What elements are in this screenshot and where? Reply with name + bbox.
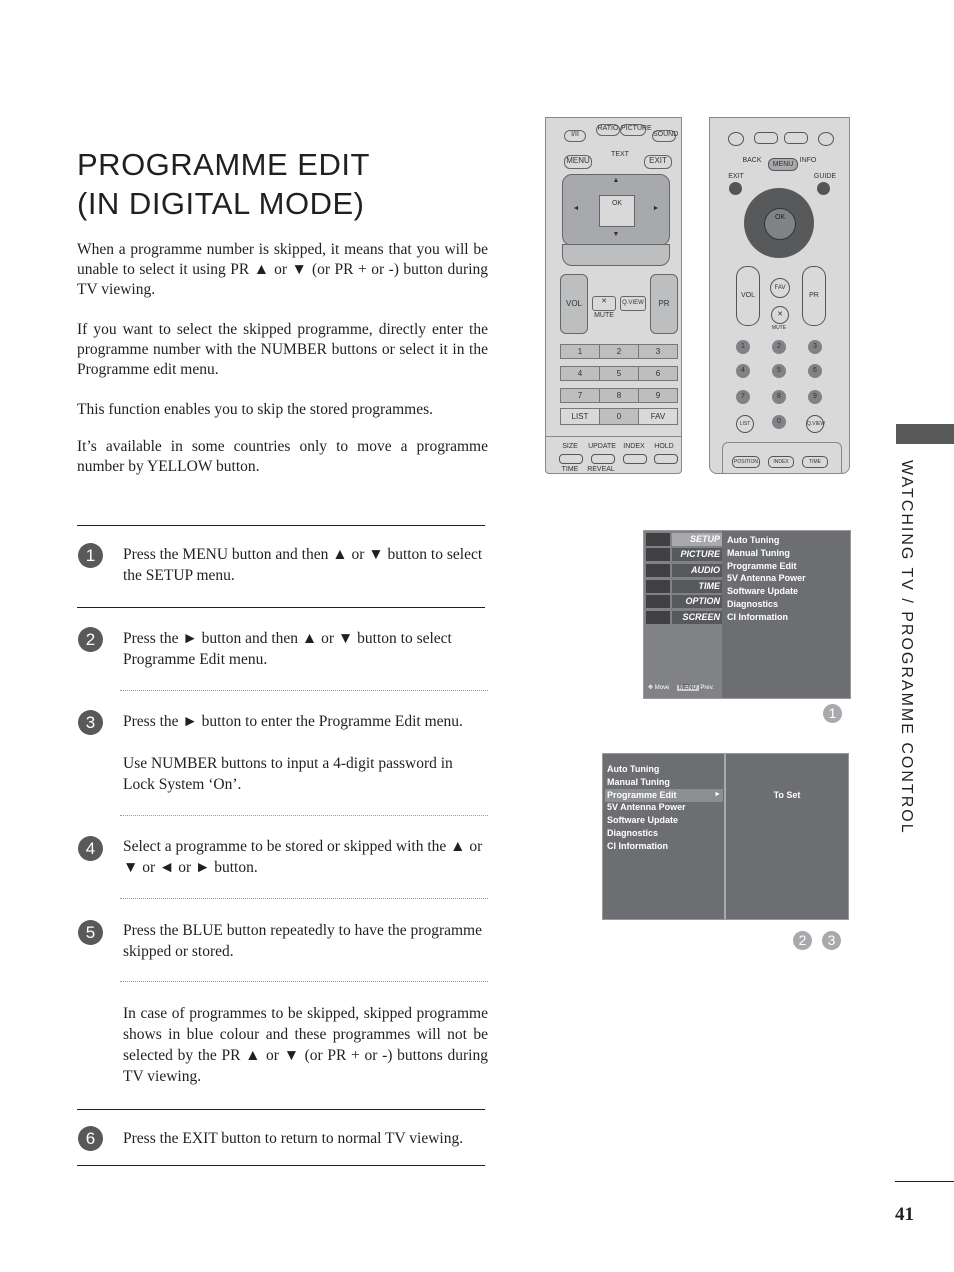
step-text: Press the BLUE button repeatedly to have the programme skipped or stored. <box>123 922 482 960</box>
step-text: Press the EXIT button to return to normal TV viewing. <box>123 1130 464 1147</box>
number-button[interactable]: 6 <box>638 366 678 381</box>
audio-icon <box>646 564 670 577</box>
time-icon <box>646 580 670 593</box>
pr-label: PR <box>658 299 670 308</box>
right-arrow-icon: ► <box>714 790 721 798</box>
menu-item-picture[interactable]: PICTURE <box>672 548 722 561</box>
time-button[interactable]: TIME <box>802 456 828 468</box>
vol-label: VOL <box>565 299 582 308</box>
i-ii-button[interactable]: I/II <box>564 130 586 142</box>
submenu-item[interactable]: Software Update <box>607 815 679 826</box>
intro-text <box>77 240 488 497</box>
submenu-item[interactable]: 5V Antenna Power <box>607 802 686 813</box>
intro-paragraph: It’s available in some countries only to move a programme number by YELLOW button. <box>77 438 488 475</box>
submenu-item[interactable]: Manual Tuning <box>607 776 670 787</box>
setup-submenu <box>727 534 806 624</box>
number-button[interactable]: 2 <box>599 344 639 359</box>
update-button[interactable] <box>591 454 615 464</box>
text-button[interactable]: TEXT <box>611 151 629 158</box>
number-button[interactable]: 8 <box>599 388 639 403</box>
divider <box>77 525 485 526</box>
number-button[interactable]: 9 <box>638 388 678 403</box>
divider <box>77 607 485 608</box>
intro-paragraph: This function enables you to skip the stored programmes. <box>77 401 434 418</box>
menu-category-panel <box>644 531 722 698</box>
number-button[interactable]: 0 <box>599 408 639 425</box>
pr-rocker[interactable] <box>802 266 826 326</box>
ff-button[interactable] <box>784 132 808 144</box>
remote-control-1 <box>545 117 682 474</box>
step-number: 3 <box>78 710 103 735</box>
figure-badge: 1 <box>823 704 842 723</box>
setup-list <box>607 763 721 853</box>
number-button[interactable]: 1 <box>560 344 600 359</box>
up-arrow-icon[interactable]: ▲ <box>612 177 620 184</box>
divider <box>77 1165 485 1166</box>
submenu-item[interactable]: Manual Tuning <box>727 547 790 558</box>
submenu-item[interactable] <box>607 789 721 802</box>
rew-button[interactable] <box>754 132 778 144</box>
intro-paragraph: When a programme number is skipped, it means that you will be unable to select it using PR ▲ or ▼ (or PR + or -) button during TV viewing. <box>77 241 488 298</box>
step-number: 6 <box>78 1126 103 1151</box>
step-text: Press the ► button and then ▲ or ▼ button to select Programme Edit menu. <box>123 630 452 668</box>
fav-button[interactable]: FAV <box>770 278 790 298</box>
number-button[interactable]: 6 <box>808 364 822 378</box>
setup-list-panel <box>603 754 726 919</box>
exit-button[interactable] <box>729 182 742 195</box>
step-text: Press the MENU button and then ▲ or ▼ button to select the SETUP menu. <box>123 546 483 584</box>
submenu-item-label: Programme Edit <box>607 789 677 800</box>
vol-rocker[interactable] <box>560 274 588 334</box>
left-arrow-icon[interactable]: ◄ <box>572 205 580 212</box>
reveal-label: REVEAL <box>587 466 615 473</box>
menu-button[interactable]: MENU <box>768 158 798 171</box>
index-button[interactable]: INDEX <box>768 456 794 468</box>
sound-button[interactable]: SOUND <box>652 130 676 142</box>
screen-icon <box>646 611 670 624</box>
page-title <box>77 145 370 223</box>
position-button[interactable]: POSITION <box>732 456 760 468</box>
step-number: 4 <box>78 836 103 861</box>
update-label: UPDATE <box>588 443 616 450</box>
submenu-item[interactable]: Diagnostics <box>607 827 659 838</box>
size-button[interactable] <box>559 454 583 464</box>
divider <box>120 690 488 691</box>
hold-label: HOLD <box>654 443 674 450</box>
right-arrow-icon[interactable]: ► <box>652 205 660 212</box>
step-note: In case of programmes to be skipped, skipped programme shows in blue colour and these programmes will not be selected by the PR ▲ or ▼ (or PR + or -) buttons during TV viewing. <box>123 1005 488 1085</box>
mute-label: MUTE <box>594 312 614 319</box>
number-button[interactable]: 1 <box>736 340 750 354</box>
forward-button[interactable] <box>818 132 834 146</box>
pr-label: PR <box>809 292 819 299</box>
nav-pad[interactable] <box>562 174 670 246</box>
qview-button[interactable]: Q.VIEW <box>620 296 646 311</box>
picture-button[interactable]: PICTURE <box>620 124 646 136</box>
submenu-item[interactable]: Diagnostics <box>727 598 779 609</box>
ok-button[interactable] <box>764 208 796 240</box>
submenu-item[interactable]: Auto Tuning <box>727 535 780 545</box>
step-number: 1 <box>78 543 103 568</box>
remote-control-2 <box>709 117 850 474</box>
menu-key-label: MENU <box>679 685 697 691</box>
number-button[interactable]: 7 <box>736 390 750 404</box>
divider <box>120 815 488 816</box>
fav-button[interactable]: FAV <box>638 408 678 425</box>
back-label: BACK <box>742 157 762 164</box>
number-button[interactable]: 4 <box>736 364 750 378</box>
nav-ring[interactable] <box>744 188 814 258</box>
index-button[interactable] <box>623 454 647 464</box>
list-button[interactable]: LIST <box>560 408 600 425</box>
title-line-1: PROGRAMME EDIT <box>77 147 370 182</box>
ok-button[interactable] <box>599 195 635 227</box>
step-text: Use NUMBER buttons to input a 4-digit password in Lock System ‘On’. <box>123 755 453 793</box>
divider <box>120 898 488 899</box>
submenu-item[interactable]: Auto Tuning <box>607 764 660 774</box>
list-button[interactable]: LIST <box>736 415 754 433</box>
setup-menu-screen <box>643 530 851 699</box>
menu-item-setup[interactable]: SETUP <box>672 533 722 546</box>
section-label: WATCHING TV / PROGRAMME CONTROL <box>898 460 915 835</box>
submenu-item[interactable]: CI Information <box>607 840 668 851</box>
option-icon <box>646 595 670 608</box>
number-button[interactable]: 3 <box>808 340 822 354</box>
programme-edit-screen <box>602 753 849 920</box>
hold-button[interactable] <box>654 454 678 464</box>
mute-icon[interactable]: ✕ <box>771 306 789 324</box>
number-button[interactable]: 5 <box>599 366 639 381</box>
qview-button[interactable]: Q.VIEW <box>806 415 824 433</box>
move-label: Move <box>654 685 670 691</box>
guide-label: GUIDE <box>813 173 837 180</box>
vol-rocker[interactable] <box>736 266 760 326</box>
prev-label: Prev. <box>700 685 714 691</box>
mute-label: MUTE <box>771 325 787 331</box>
submenu-item[interactable]: CI Information <box>727 611 788 622</box>
menu-item-time[interactable]: TIME <box>672 580 722 593</box>
index-label: INDEX <box>623 443 645 450</box>
to-set-label: To Set <box>773 790 801 800</box>
divider <box>120 981 488 982</box>
color-buttons[interactable] <box>562 244 670 266</box>
step-number: 2 <box>78 627 103 652</box>
exit-button[interactable]: EXIT <box>644 155 672 169</box>
vol-label: VOL <box>740 292 755 299</box>
down-arrow-icon[interactable]: ▼ <box>612 231 620 238</box>
rewind-button[interactable] <box>728 132 744 146</box>
pr-rocker[interactable] <box>650 274 678 334</box>
number-button[interactable]: 9 <box>808 390 822 404</box>
number-button[interactable]: 4 <box>560 366 600 381</box>
number-button[interactable]: 3 <box>638 344 678 359</box>
navigation-hint <box>648 684 714 691</box>
time-label: TIME <box>561 466 579 473</box>
number-button[interactable]: 5 <box>772 364 786 378</box>
step-text: Select a programme to be stored or skipped with the ▲ or ▼ or ◄ or ► button. <box>123 838 483 876</box>
footer-rule <box>895 1181 954 1182</box>
number-button[interactable]: 2 <box>772 340 786 354</box>
submenu-item[interactable]: 5V Antenna Power <box>727 573 806 584</box>
guide-button[interactable] <box>817 182 830 195</box>
setup-icon <box>646 533 670 546</box>
mute-icon[interactable]: ✕ <box>592 296 616 311</box>
page-number: 41 <box>895 1204 914 1225</box>
intro-paragraph: If you want to select the skipped programme, directly enter the programme number with the NUMBER buttons or select it in the Programme edit menu. <box>77 321 488 378</box>
step-text: Press the ► button to enter the Programme Edit menu. <box>123 713 463 730</box>
title-line-2: (IN DIGITAL MODE) <box>77 186 365 221</box>
exit-label: EXIT <box>728 173 744 180</box>
number-button[interactable]: 0 <box>772 415 786 429</box>
menu-item-audio[interactable]: AUDIO <box>672 564 722 577</box>
section-tab <box>896 424 954 444</box>
step-number: 5 <box>78 920 103 945</box>
picture-icon <box>646 548 670 561</box>
number-pad <box>560 344 676 404</box>
size-label: SIZE <box>562 443 578 450</box>
submenu-item[interactable]: Programme Edit <box>727 560 797 571</box>
figure-badge: 2 <box>793 931 812 950</box>
menu-button[interactable]: MENU <box>564 155 592 169</box>
info-label: INFO <box>799 157 817 164</box>
submenu-item[interactable]: Software Update <box>727 586 799 597</box>
menu-item-screen[interactable]: SCREEN <box>672 611 722 624</box>
ok-label: OK <box>774 214 786 221</box>
ok-label: OK <box>611 200 623 207</box>
number-button[interactable]: 7 <box>560 388 600 403</box>
divider <box>546 436 681 437</box>
move-icon: ✥ <box>648 685 654 691</box>
figure-badge: 3 <box>822 931 841 950</box>
number-button[interactable]: 8 <box>772 390 786 404</box>
menu-item-option[interactable]: OPTION <box>672 595 722 608</box>
ratio-button[interactable]: RATIO <box>596 124 620 136</box>
divider <box>77 1109 485 1110</box>
